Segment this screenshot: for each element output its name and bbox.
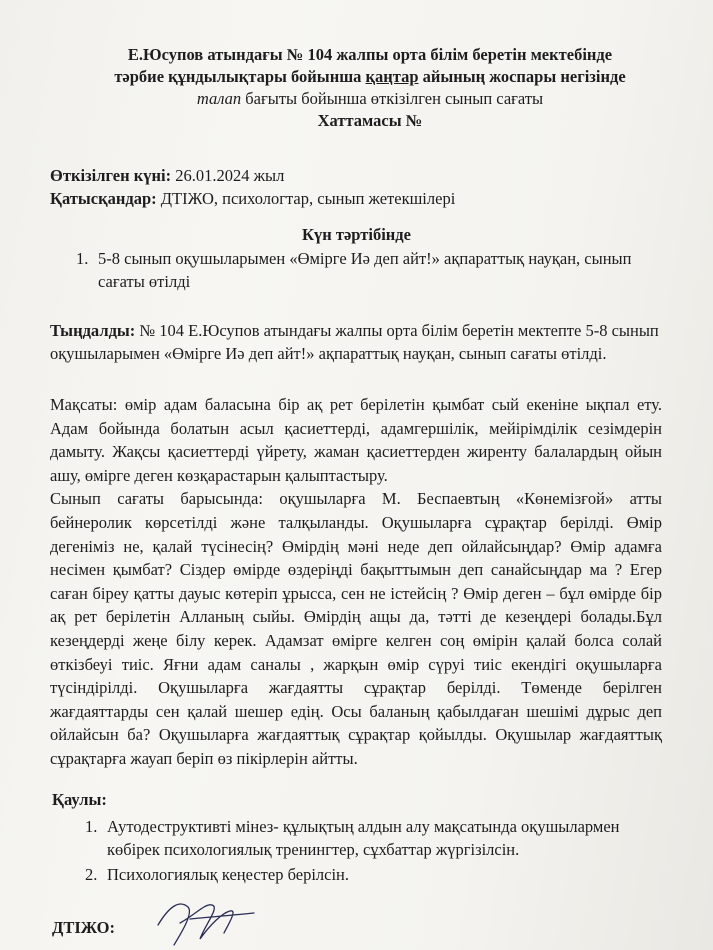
handwritten-signature xyxy=(150,895,260,950)
listened-paragraph xyxy=(50,320,662,365)
listened-text: № 104 Е.Юсупов атындағы жалпы орта білім беретін мектепте 5-8 сынып оқушыларымен «Өмірге Иә деп айт!» ақпараттық науқан, сынып сағаты өтілді. xyxy=(50,321,659,363)
participants-value: ДТІЖО, психологтар, сынып жетекшілері xyxy=(156,189,456,208)
signature-label: ДТІЖО: xyxy=(52,918,116,937)
agenda-item-number: 1. xyxy=(76,249,89,268)
header-direction: талап xyxy=(196,89,242,108)
agenda-item-text: 5-8 сынып оқушыларымен «Өмірге Иә деп айт!» ақпараттық науқан, сынып сағаты өтілді xyxy=(98,249,632,291)
main-body xyxy=(50,393,662,771)
decision-item-number: 2. xyxy=(85,865,98,884)
header-line-2 xyxy=(60,66,680,88)
process-paragraph: Сынып сағаты барысында: оқушыларға М. Беспаевтың «Көнемізғой» атты бейнеролик көрсетілді және талқыланды. Оқушыларға сұрақтар берілді. Өмір дегеніміз не, қалай түсінесің? Өмірдің мәні неде деп ойлайсыңдар? Өмір адамға несімен қымбат? Сіздер өмірде өздеріңді бақыттымын деп санайсыңдар ма ? Егер саған біреу қатты дауыс көтеріп ұрысса, сен не істейсің ? Өмір деген – бұл өмірде бір ақ рет берілетін Алланың сыйы. Өмірдің ащы да, тәтті де кезеңдері болады.Бұл кезеңдерді жеңе білу керек. Адамзат өмірге келген соң өмірін қалай болса солай өткізбеуі тиіс. Яғни адам саналы , жарқын өмір сүруі тиіс екендігі оқушыларға түсіндірілді. Оқушыларға жағдаятты сұрақтар берілді. Төменде берілген жағдаяттарды сен қалай шешер едің. Осы баланың қабылдаған шешімі дұрыс деп ойлайсын ба? Оқушыларға жағдаяттық сұрақтар қойылды. Оқушылар жағдаяттық сұрақтарға жауап беріп өз пікірлерін айтты. xyxy=(50,489,662,768)
decision-title: Қаулы: xyxy=(52,790,107,809)
date-value: 26.01.2024 жыл xyxy=(171,166,285,185)
decision-item-number: 1. xyxy=(85,817,98,836)
header-line-3-rest: бағыты бойынша өткізілген сынып сағаты xyxy=(241,89,544,108)
decision-item-text: Аутодеструктивті мінез- құлықтың алдын алу мақсатында оқушылармен көбірек психологиялық тренингтер, сұхбаттар жүргізілсін. xyxy=(107,817,620,859)
participants-label: Қатысқандар: xyxy=(50,189,157,208)
decision-item-text: Психологиялық кеңестер берілсін. xyxy=(107,865,350,884)
header-line-2-end: айының жоспары негізінде xyxy=(418,67,626,86)
decision-item xyxy=(85,815,645,861)
header-line-1: Е.Юсупов атындағы № 104 жалпы орта білім беретін мектебінде xyxy=(127,45,613,64)
agenda-title: Күн тәртібінде xyxy=(302,225,411,244)
participants-row xyxy=(50,187,455,210)
protocol-title: Хаттамасы № xyxy=(317,111,423,130)
header-month: қаңтар xyxy=(365,67,419,86)
goal-paragraph: Мақсаты: өмір адам баласына бір ақ рет берілетін қымбат сый екеніне ықпал ету. Адам бойында болатын асыл қасиеттерді, адамгершілік, мейірімділік сезімдерін дамыту. Жақсы қасиеттерді үйрету, жаман қасиеттерден жиренту балалардың ойын ашу, өмірге деген көзқарастарын қалыптастыру. xyxy=(50,395,662,485)
decision-item xyxy=(85,863,645,886)
listened-label: Тыңдалды: xyxy=(50,321,136,340)
header-line-3 xyxy=(60,88,680,110)
decision-list xyxy=(85,815,645,888)
document-header xyxy=(60,44,680,132)
meta-block xyxy=(50,164,455,210)
header-line-2-start: тәрбие құндылықтары бойынша xyxy=(114,67,366,86)
date-label: Өткізілген күні: xyxy=(50,166,172,185)
date-row xyxy=(50,164,455,187)
agenda-item xyxy=(76,247,656,293)
